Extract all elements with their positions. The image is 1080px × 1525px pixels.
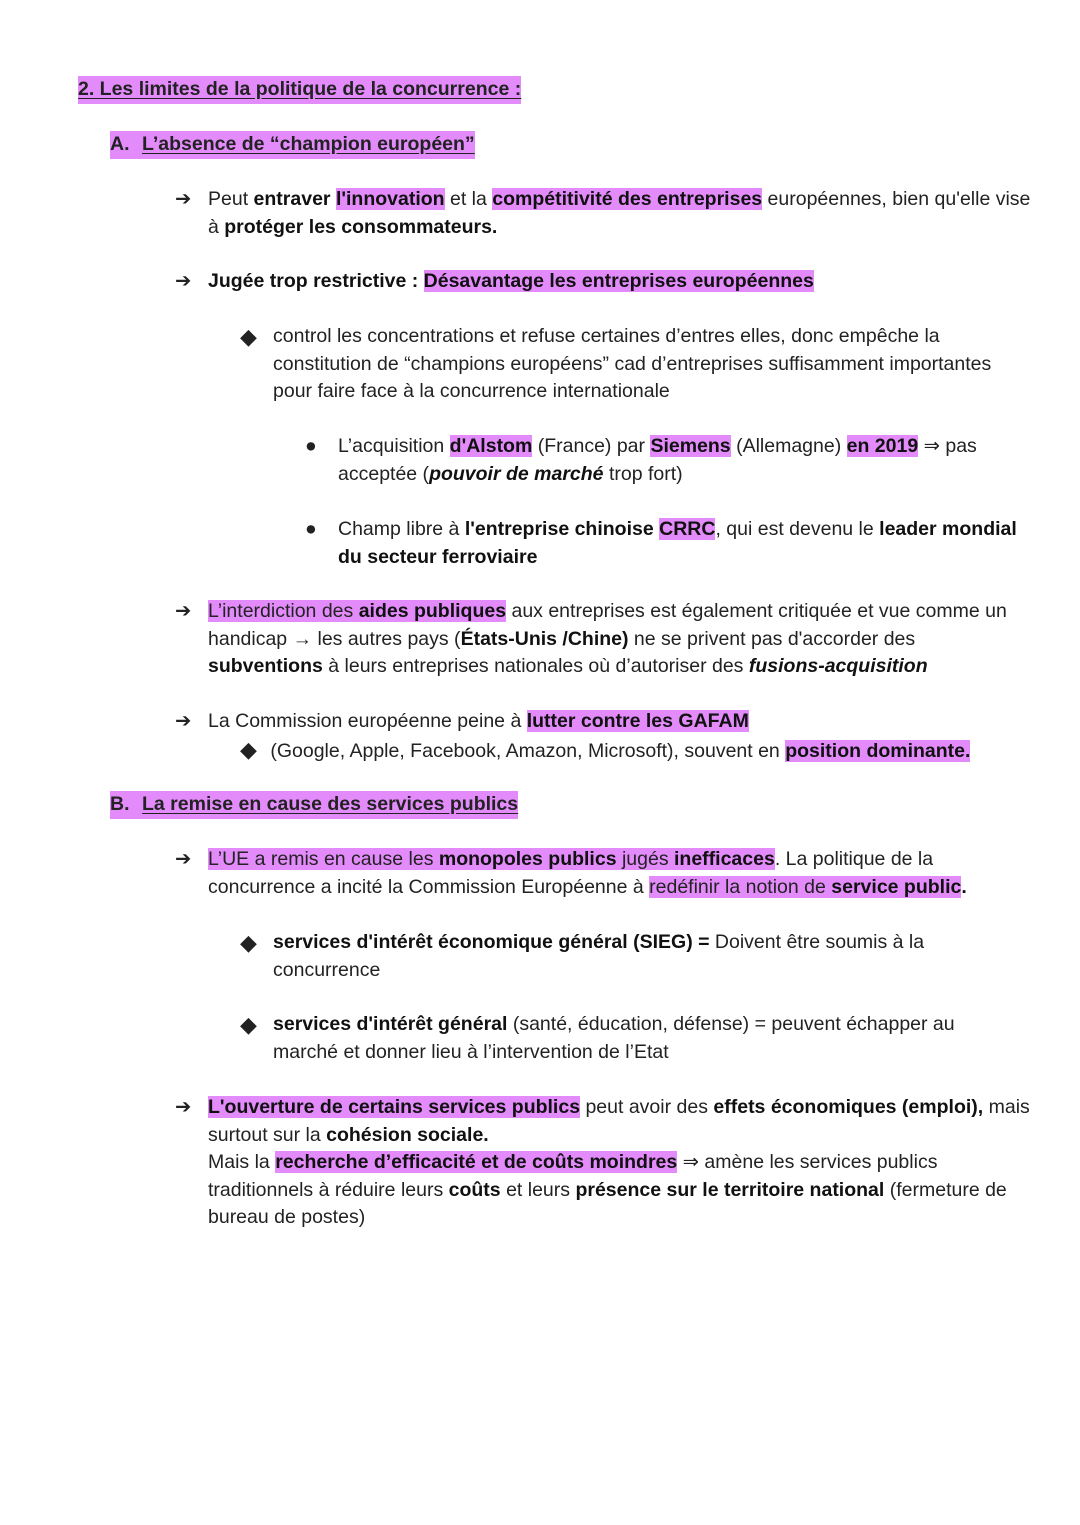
section-b-number: B. [110,793,130,815]
diamond-icon: ◆ [240,930,257,955]
list-item: ➔ L’UE a remis en cause les monopoles publics jugés inefficaces. La politique de la concurrence a incité la Commission Européenne à redéfinir la notion de service public. [175,848,967,898]
section-b-title: La remise en cause des services publics [142,793,519,815]
list-item: ◆ services d'intérêt économique général (SIEG) = Doivent être soumis à la concurrence [240,930,925,981]
arrow-icon: ➔ [175,710,192,732]
list-item: ◆ services d'intérêt général (santé, éducation, défense) = peuvent échapper au marché et donner lieu à l’intervention de l’Etat [240,1012,955,1063]
diamond-icon: ◆ [240,737,257,762]
diamond-icon: ◆ [240,1012,257,1037]
section-a-number: A. [110,133,130,155]
section-a-title: L’absence de “champion européen” [142,133,475,155]
arrow-icon: ➔ [175,600,192,622]
bullet-icon: ● [305,435,317,457]
list-item: ◆ (Google, Apple, Facebook, Amazon, Microsoft), souvent en position dominante. [240,737,971,762]
list-item: ➔ Peut entraver l'innovation et la compétitivité des entreprises européennes, bien qu'elle vise à protéger les consommateurs. [175,188,1031,238]
arrow-icon: ➔ [175,270,192,292]
section-a-heading [110,131,475,159]
arrow-icon: ➔ [175,848,192,870]
diamond-icon: ◆ [240,324,257,349]
list-item: ➔ L’interdiction des aides publiques aux entreprises est également critiquée et vue comme un handicap → les autres pays (États-Unis /Chine) ne se privent pas d'accorder des subventions à leurs entreprises nationales où d’autoriser des fusions-acquisition [175,600,1007,677]
list-item: ➔ La Commission européenne peine à lutter contre les GAFAM [175,708,1035,736]
arrow-icon: ➔ [175,188,192,210]
list-item: ◆ control les concentrations et refuse certaines d’entres elles, donc empêche la constitution de “champions européens” cad d’entreprises suffisamment importantes pour faire face à la concurrence internationale [240,324,992,402]
list-item: ➔ L'ouverture de certains services publics peut avoir des effets économiques (emploi), mais surtout sur la cohésion sociale. Mais la recherche d’efficacité et de coûts moindres ⇒ amène les services publics traditionnels à réduire leurs coûts et leurs présence sur le territoire national (fermeture de bureau de postes) [175,1096,1030,1228]
bullet-icon: ● [305,518,317,540]
main-heading: 2. Les limites de la politique de la concurrence : [78,76,521,104]
list-item: ➔ Jugée trop restrictive : Désavantage les entreprises européennes [175,268,1035,296]
section-b-heading [110,791,518,819]
arrow-icon: ➔ [175,1096,192,1118]
list-item: ● L’acquisition d'Alstom (France) par Siemens (Allemagne) en 2019 ⇒ pas acceptée (pouvoir de marché trop fort) [305,435,977,485]
list-item: ● Champ libre à l'entreprise chinoise CRRC, qui est devenu le leader mondial du secteur ferroviaire [305,518,1017,568]
